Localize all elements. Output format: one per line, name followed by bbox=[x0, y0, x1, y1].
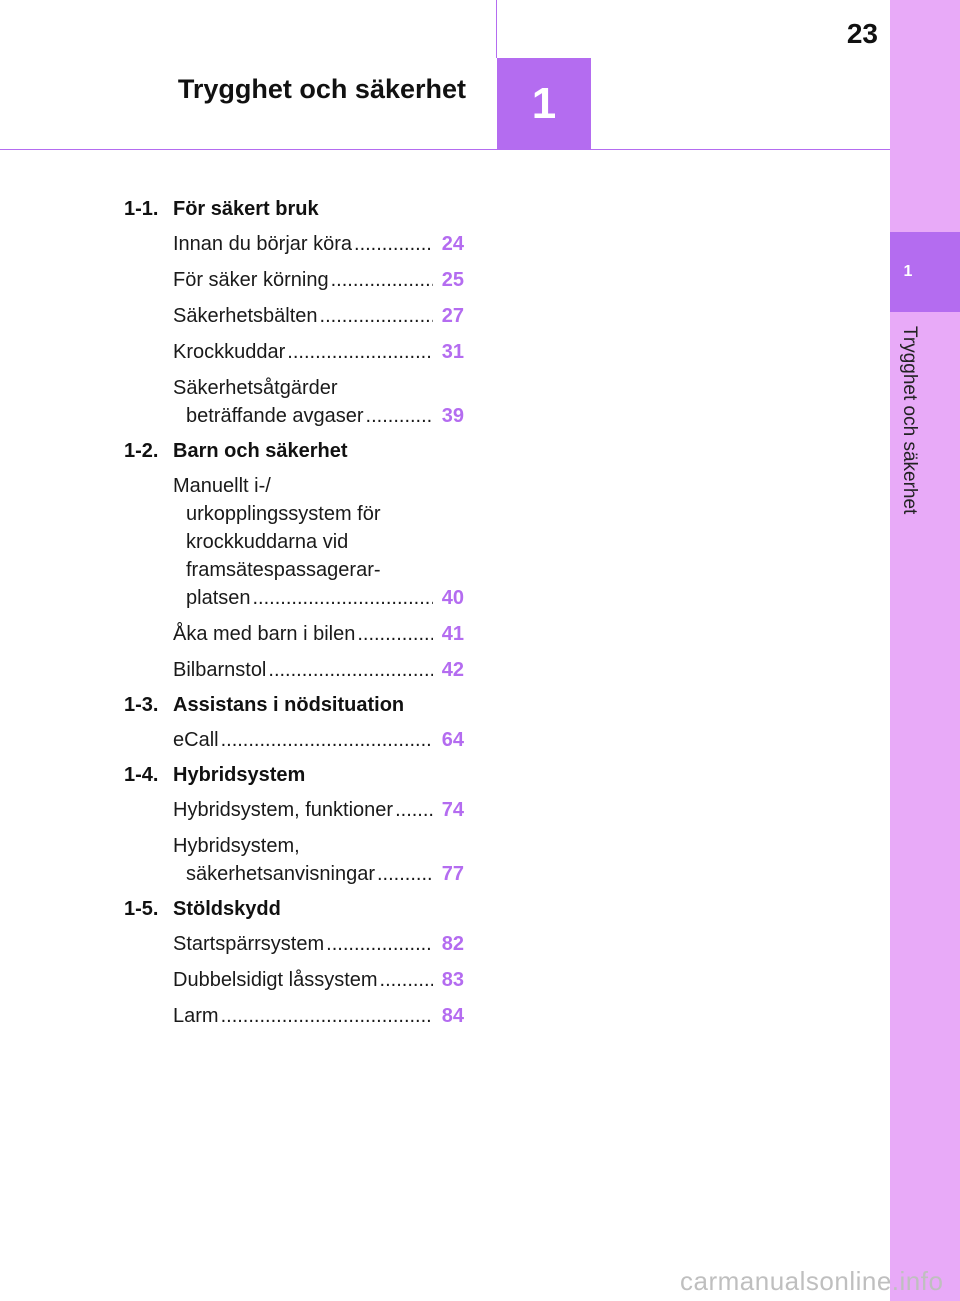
toc-entry[interactable] bbox=[173, 832, 464, 888]
toc-leader-dots bbox=[377, 860, 433, 888]
toc-leader-dots bbox=[331, 266, 433, 294]
toc-page-link[interactable]: 64 bbox=[441, 729, 464, 751]
toc-leader-dots bbox=[253, 584, 434, 612]
toc-leader-dots bbox=[354, 230, 433, 258]
toc-entry-title: Startspärrsystem bbox=[173, 933, 325, 955]
toc-page-link[interactable]: 41 bbox=[441, 623, 464, 645]
toc-entry-text-line: krockkuddarna vid bbox=[186, 531, 349, 553]
toc-section-heading bbox=[124, 196, 464, 222]
toc-section-heading bbox=[124, 692, 464, 718]
toc-entry-title: eCall bbox=[173, 729, 219, 751]
toc-leader-dots bbox=[366, 402, 433, 430]
page-number: 23 bbox=[846, 18, 878, 49]
chapter-number-badge: 1 bbox=[497, 58, 591, 150]
toc-entry-title: Krockkuddar bbox=[173, 341, 286, 363]
side-tab-chapter-1[interactable]: 1 bbox=[890, 232, 960, 312]
toc-entry-text-line: urkopplingssystem för bbox=[186, 503, 381, 525]
toc-entry-text-line: Hybridsystem, bbox=[173, 835, 300, 857]
toc-leader-dots bbox=[287, 338, 433, 366]
toc-page-link[interactable]: 77 bbox=[441, 863, 464, 885]
toc-page-link[interactable]: 84 bbox=[441, 1005, 464, 1027]
toc-entry[interactable] bbox=[173, 472, 464, 612]
toc-entry-title: Bilbarnstol bbox=[173, 659, 267, 681]
header-divider bbox=[0, 149, 890, 150]
toc-page-link[interactable]: 82 bbox=[441, 933, 464, 955]
toc-page-link[interactable]: 74 bbox=[441, 799, 464, 821]
toc-section-number: 1-3. bbox=[124, 694, 159, 716]
toc-section-title: Assistans i nödsituation bbox=[173, 694, 405, 716]
toc-leader-dots bbox=[357, 620, 433, 648]
toc-page-link[interactable]: 83 bbox=[441, 969, 464, 991]
toc-section-title: Barn och säkerhet bbox=[173, 440, 348, 462]
toc-entry-title: Hybridsystem, funktioner bbox=[173, 799, 394, 821]
toc-entry-title: Dubbelsidigt låssystem bbox=[173, 969, 378, 991]
table-of-contents bbox=[124, 196, 464, 1038]
toc-entry-title: Innan du börjar köra bbox=[173, 233, 353, 255]
toc-leader-dots bbox=[320, 302, 433, 330]
toc-page-link[interactable]: 27 bbox=[441, 305, 464, 327]
toc-page-link[interactable]: 25 bbox=[441, 269, 464, 291]
toc-section-title: Hybridsystem bbox=[173, 764, 306, 786]
toc-entry-title: platsen bbox=[186, 587, 251, 609]
side-strip bbox=[890, 0, 960, 1301]
toc-leader-dots bbox=[221, 1002, 433, 1030]
toc-section-number: 1-4. bbox=[124, 764, 159, 786]
toc-section-heading bbox=[124, 896, 464, 922]
toc-entry[interactable] bbox=[173, 656, 464, 684]
toc-leader-dots bbox=[221, 726, 433, 754]
toc-entry[interactable] bbox=[173, 338, 464, 366]
toc-entry-title: beträffande avgaser bbox=[186, 405, 364, 427]
toc-entry[interactable] bbox=[173, 930, 464, 958]
toc-leader-dots bbox=[326, 930, 433, 958]
toc-entry[interactable] bbox=[173, 796, 464, 824]
toc-entry-text-line: Manuellt i-/ bbox=[173, 475, 271, 497]
toc-entry-title: Säkerhetsbälten bbox=[173, 305, 318, 327]
toc-entry-title: Larm bbox=[173, 1005, 219, 1027]
toc-page-link[interactable]: 40 bbox=[441, 587, 464, 609]
toc-entry-title: säkerhetsanvisningar bbox=[186, 863, 375, 885]
toc-page-link[interactable]: 42 bbox=[441, 659, 464, 681]
toc-leader-dots bbox=[395, 796, 433, 824]
toc-page-link[interactable]: 39 bbox=[441, 405, 464, 427]
header-divider-vertical bbox=[496, 0, 497, 58]
toc-entry-text-line: Säkerhetsåtgärder bbox=[173, 377, 338, 399]
toc-entry[interactable] bbox=[173, 266, 464, 294]
toc-section-number: 1-1. bbox=[124, 198, 159, 220]
toc-section-heading bbox=[124, 438, 464, 464]
toc-entry-text-line: framsätespassagerar- bbox=[186, 559, 381, 581]
toc-entry[interactable] bbox=[173, 230, 464, 258]
toc-entry-title: För säker körning bbox=[173, 269, 329, 291]
toc-page-link[interactable]: 31 bbox=[441, 341, 464, 363]
toc-entry[interactable] bbox=[173, 374, 464, 430]
toc-leader-dots bbox=[268, 656, 433, 684]
toc-entry[interactable] bbox=[173, 1002, 464, 1030]
toc-section-title: För säkert bruk bbox=[173, 198, 319, 220]
toc-section-number: 1-2. bbox=[124, 440, 159, 462]
toc-entry[interactable] bbox=[173, 620, 464, 648]
chapter-title: Trygghet och säkerhet bbox=[177, 74, 466, 104]
toc-entry[interactable] bbox=[173, 302, 464, 330]
toc-section-number: 1-5. bbox=[124, 898, 159, 920]
toc-entry[interactable] bbox=[173, 726, 464, 754]
toc-section-heading bbox=[124, 762, 464, 788]
watermark: carmanualsonline.info bbox=[680, 1266, 944, 1296]
toc-entry[interactable] bbox=[173, 966, 464, 994]
toc-section-title: Stöldskydd bbox=[173, 898, 281, 920]
toc-entry-title: Åka med barn i bilen bbox=[173, 623, 356, 645]
toc-page-link[interactable]: 24 bbox=[441, 233, 464, 255]
side-tab-title: Trygghet och säkerhet bbox=[899, 326, 920, 515]
toc-leader-dots bbox=[380, 966, 433, 994]
